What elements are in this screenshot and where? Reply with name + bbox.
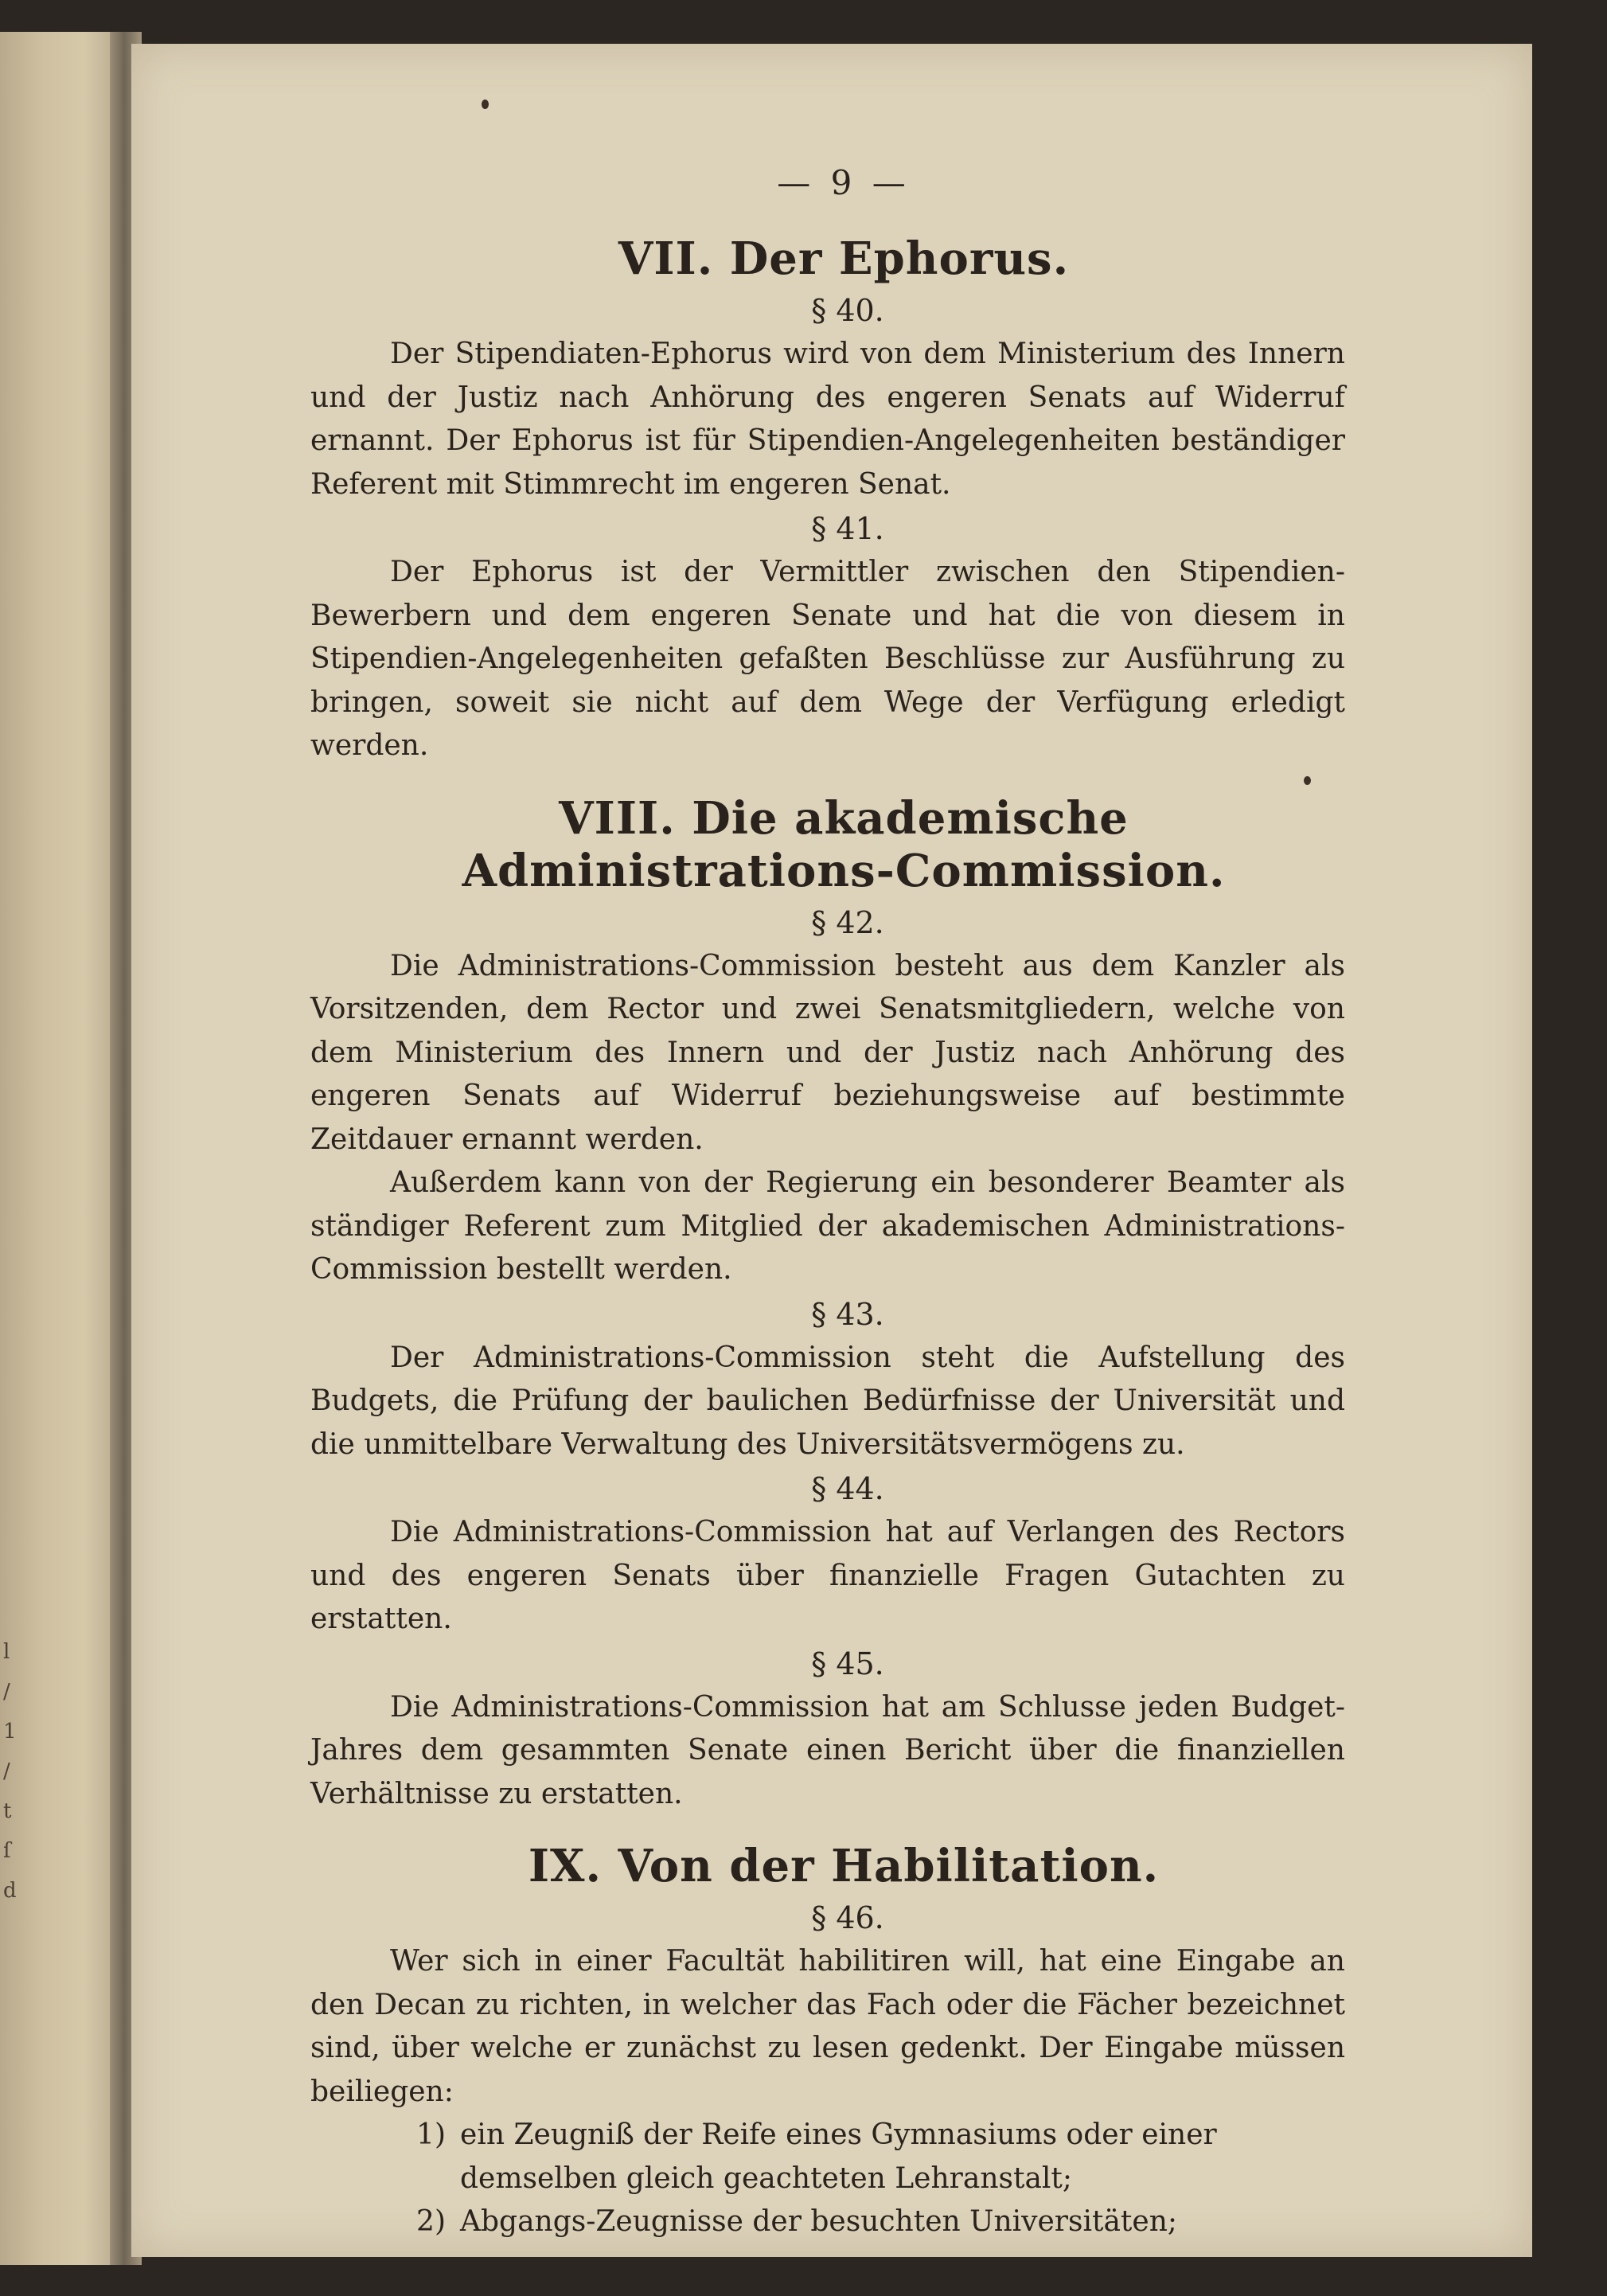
paragraph-number: § 44. <box>811 1471 884 1506</box>
list-item-number: 2) <box>416 2205 446 2238</box>
page-content <box>310 163 1345 2244</box>
paragraph-number: § 41. <box>811 511 884 546</box>
section-heading-viii: VIII. Die akademische Administrations-Commission. <box>462 791 1226 897</box>
section-heading-vii: VII. Der Ephorus. <box>618 232 1070 285</box>
left-page-edge <box>0 32 119 2265</box>
paragraph-text: Die Administrations-Commission hat am Schlusse jeden Budget-Jahres dem gesammten Senate einen Bericht über die finanziellen Verhältnisse zu erstatten. <box>310 1690 1345 1810</box>
ink-speck <box>482 100 489 109</box>
paragraph-number: § 40. <box>811 293 884 328</box>
page-number: — 9 — <box>777 163 911 202</box>
list-item <box>310 2200 1345 2244</box>
paragraph-number: § 45. <box>811 1646 884 1681</box>
paragraph-number: § 43. <box>811 1296 884 1332</box>
paragraph-number: § 46. <box>811 1900 884 1935</box>
paragraph-text: Wer sich in einer Facultät habilitiren will, hat eine Eingabe an den Decan zu richten, in welcher das Fach oder die Fächer bezeichnet sind, über welche er zunächst zu lesen gedenkt. Der Eingabe müssen beiliegen: <box>310 1945 1345 2108</box>
list-item-number: 1) <box>416 2118 446 2151</box>
paragraph-number: § 42. <box>811 904 884 940</box>
list-item-text: ein Zeugniß der Reife eines Gymnasiums oder einer demselben gleich geachteten Lehranstalt; <box>460 2118 1217 2195</box>
paragraph-text: Der Ephorus ist der Vermittler zwischen den Stipendien-Bewerbern und dem engeren Senate und hat die von diesem in Stipendien-Angelegenheiten gefaßten Beschlüsse zur Ausführung zu bringen, soweit sie nicht auf dem Wege der Verfügung erledigt werden. <box>310 556 1345 762</box>
section-heading-ix: IX. Von der Habilitation. <box>528 1840 1160 1892</box>
left-page-marks: l / 1 / t ſ d <box>3 1640 17 1903</box>
paragraph-text: Die Administrations-Commission hat auf Verlangen des Rectors und des engeren Senats über finanzielle Fragen Gutachten zu erstatten. <box>310 1516 1345 1635</box>
paragraph-text: Die Administrations-Commission besteht aus dem Kanzler als Vorsitzenden, dem Rector und zwei Senatsmitgliedern, welche von dem Ministerium des Innern und der Justiz nach Anhörung des engeren Senats auf Widerruf beziehungsweise auf bestimmte Zeitdauer ernannt werden. <box>310 949 1345 1156</box>
list-item-text: Abgangs-Zeugnisse der besuchten Universitäten; <box>460 2205 1178 2238</box>
paragraph-text: Der Stipendiaten-Ephorus wird von dem Ministerium des Innern und der Justiz nach Anhörung des engeren Senats auf Widerruf ernannt. Der Ephorus ist für Stipendien-Angelegenheiten beständiger Referent mit Stimmrecht im engeren Senat. <box>310 338 1345 501</box>
paragraph-text: Der Administrations-Commission steht die Aufstellung des Budgets, die Prüfung der baulichen Bedürfnisse der Universität und die unmittelbare Verwaltung des Universitätsvermögens zu. <box>310 1341 1345 1461</box>
list-item <box>310 2114 1345 2200</box>
paragraph-text: Außerdem kann von der Regierung ein besonderer Beamter als ständiger Referent zum Mitglied der akademischen Administrations-Commission bestellt werden. <box>310 1166 1345 1286</box>
